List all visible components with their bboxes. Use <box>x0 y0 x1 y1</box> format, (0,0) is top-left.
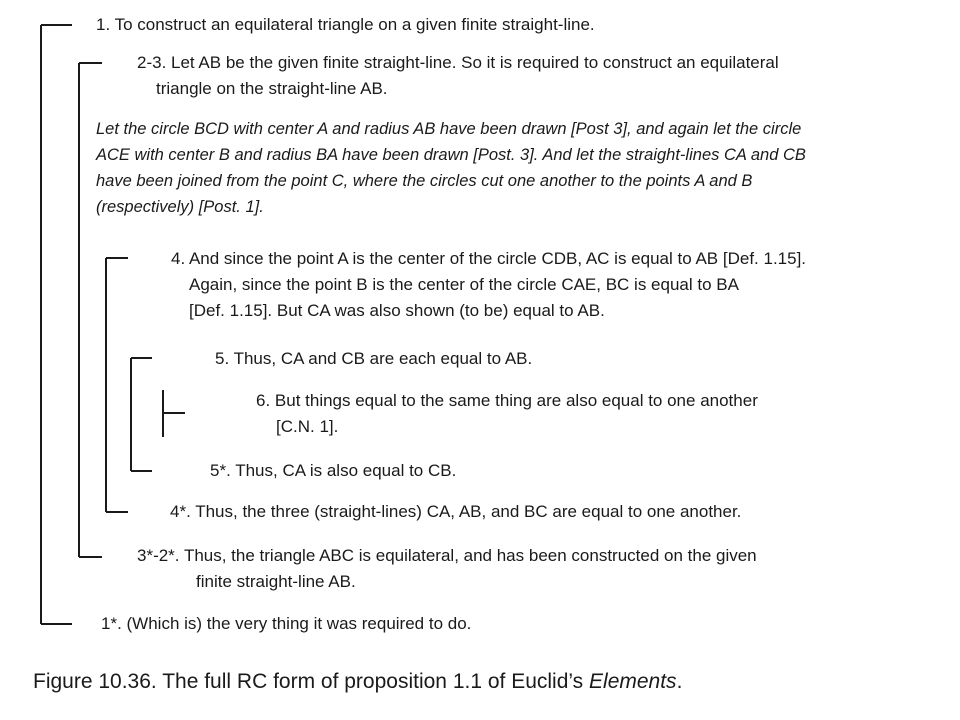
step-6-line-2: [C.N. 1]. <box>276 417 339 436</box>
step-5-star: 5*. Thus, CA is also equal to CB. <box>210 461 457 480</box>
step-4-line-2: Again, since the point B is the center of the circle CAE, BC is equal to BA <box>189 275 739 294</box>
construction-line-2: ACE with center B and radius BA have been drawn [Post. 3]. And let the straight-lines CA and CB <box>96 146 806 164</box>
step-3-2-star-line-2: finite straight-line AB. <box>196 572 356 591</box>
step-6-line-1: 6. But things equal to the same thing are also equal to one another <box>256 391 758 410</box>
caption-title: Elements <box>589 670 677 693</box>
step-4-star: 4*. Thus, the three (straight-lines) CA, AB, and BC are equal to one another. <box>170 502 742 521</box>
step-4-line-1: 4. And since the point A is the center of the circle CDB, AC is equal to AB [Def. 1.15]. <box>171 249 807 268</box>
caption-suffix: . <box>676 670 683 693</box>
caption-prefix: Figure 10.36. The full RC form of proposition 1.1 of Euclid’s <box>33 670 590 693</box>
step-4-line-3: [Def. 1.15]. But CA was also shown (to be) equal to AB. <box>189 301 605 320</box>
step-2-3-line-1: 2-3. Let AB be the given finite straight-line. So it is required to construct an equilateral <box>137 53 779 72</box>
step-5: 5. Thus, CA and CB are each equal to AB. <box>215 349 533 368</box>
step-1: 1. To construct an equilateral triangle on a given finite straight-line. <box>96 15 595 34</box>
construction-line-4: (respectively) [Post. 1]. <box>96 198 264 216</box>
step-1-star: 1*. (Which is) the very thing it was required to do. <box>101 614 472 633</box>
construction-line-3: have been joined from the point C, where the circles cut one another to the points A and B <box>96 172 753 190</box>
construction-line-1: Let the circle BCD with center A and radius AB have been drawn [Post 3], and again let the circle <box>96 120 802 138</box>
step-2-3-line-2: triangle on the straight-line AB. <box>156 79 388 98</box>
figure-caption <box>33 668 682 696</box>
step-3-2-star-line-1: 3*-2*. Thus, the triangle ABC is equilateral, and has been constructed on the given <box>137 546 757 565</box>
